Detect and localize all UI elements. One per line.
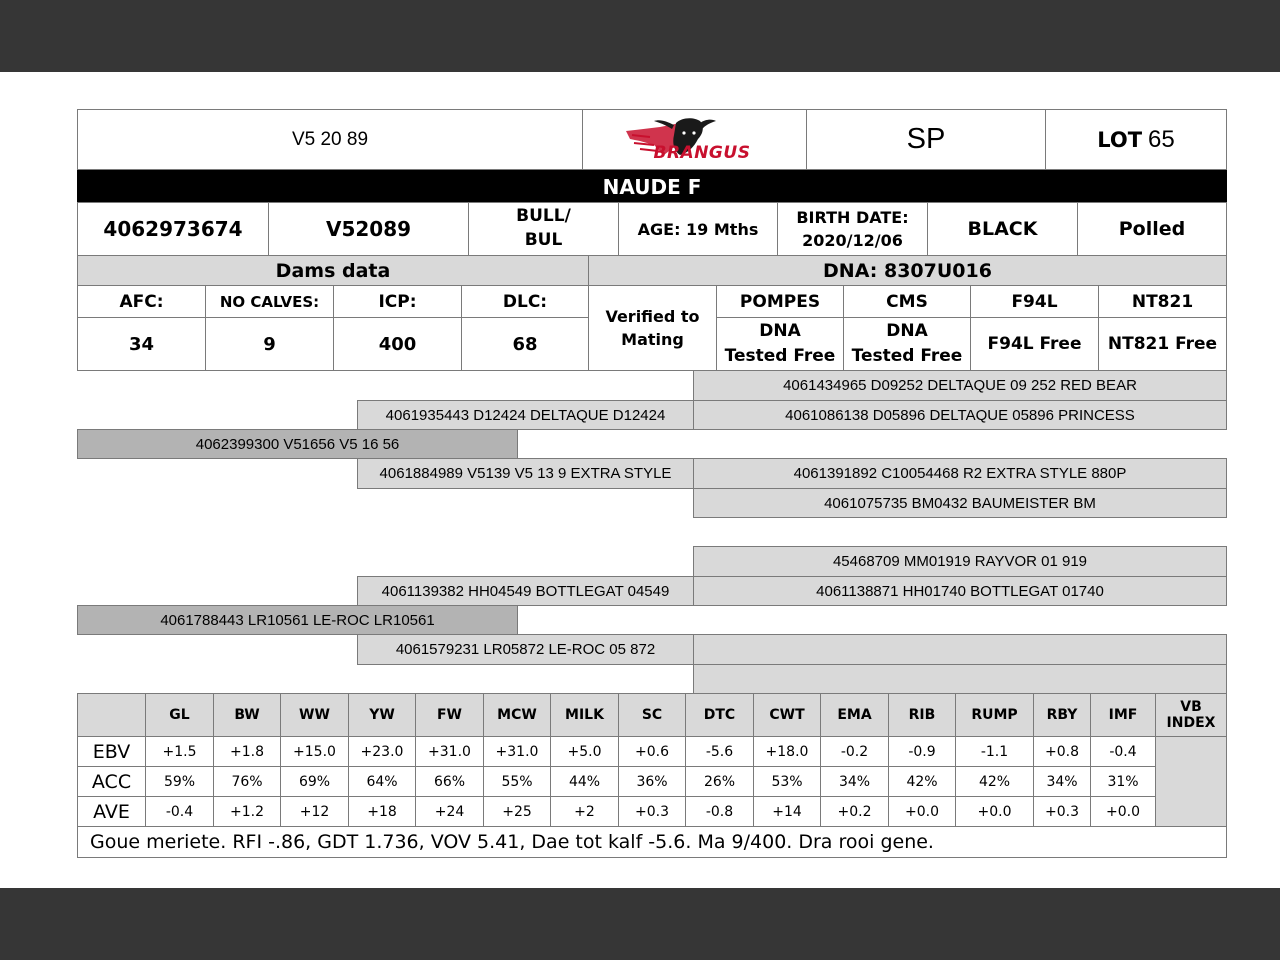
f94l-header <box>970 285 1099 318</box>
trait-header: CWT <box>754 694 821 737</box>
trait-header: FW <box>416 694 484 737</box>
afc-label: AFC: <box>119 291 164 312</box>
acc-cell: 34% <box>1034 767 1091 797</box>
lot-number: 65 <box>1148 125 1175 153</box>
pedigree-sire <box>77 429 518 459</box>
vb-index-value <box>1156 737 1227 827</box>
pedigree-dam <box>77 605 518 635</box>
ebv-cell: +18.0 <box>754 737 821 767</box>
f94l-result-cell <box>970 317 1099 371</box>
herd-id: V52089 <box>325 217 412 241</box>
nt821-result: NT821 Free <box>1107 334 1218 354</box>
acc-cell: 42% <box>956 767 1034 797</box>
herd-id-cell <box>268 202 469 256</box>
pedigree-sire-dam <box>357 458 694 489</box>
ave-cell: -0.8 <box>686 797 754 827</box>
row-label: AVE <box>78 797 146 827</box>
ebv-header-row <box>78 694 1227 737</box>
acc-cell: 76% <box>214 767 281 797</box>
pedigree-sire-sire-sire <box>693 370 1227 401</box>
ave-cell: +0.0 <box>889 797 956 827</box>
acc-cell: 69% <box>281 767 349 797</box>
trait-header: DTC <box>686 694 754 737</box>
reg-number: 4062973674 <box>103 217 243 241</box>
lot-label: LOT <box>1097 127 1143 152</box>
ave-cell: +1.2 <box>214 797 281 827</box>
pedigree-sire-dam-dam <box>693 488 1227 518</box>
acc-cell: 59% <box>146 767 214 797</box>
pedigree-sire-dam-sire <box>693 458 1227 489</box>
icp-header <box>333 285 462 318</box>
birth-date-cell <box>777 202 928 256</box>
ave-cell: +14 <box>754 797 821 827</box>
vb-index-line2: INDEX <box>1166 715 1216 731</box>
cms-result-line1: DNA <box>886 321 928 342</box>
afc-header <box>77 285 206 318</box>
acc-cell: 66% <box>416 767 484 797</box>
birth-date-value: 2020/12/06 <box>802 231 903 250</box>
verified-line2: Mating <box>621 330 684 349</box>
pompes-result-line1: DNA <box>759 321 801 342</box>
horn-text: Polled <box>1118 218 1186 240</box>
pedigree-text: 45468709 MM01919 RAYVOR 01 919 <box>832 553 1088 570</box>
ave-cell: +0.3 <box>619 797 686 827</box>
pedigree-text: 4061139382 HH04549 BOTTLEGAT 04549 <box>381 582 670 600</box>
trait-header: MCW <box>484 694 551 737</box>
f94l-label: F94L <box>1011 291 1058 312</box>
cms-header <box>843 285 971 318</box>
pedigree-dam-sire <box>357 576 694 606</box>
pompes-header <box>716 285 844 318</box>
acc-cell: 42% <box>889 767 956 797</box>
ave-cell: +0.0 <box>956 797 1034 827</box>
trait-header: GL <box>146 694 214 737</box>
brand-logo-cell <box>582 109 807 170</box>
pedigree-text: 4062399300 V51656 V5 16 56 <box>195 435 400 453</box>
dlc-header <box>461 285 589 318</box>
dams-data-text: Dams data <box>275 259 391 282</box>
pedigree-text: 4061788443 LR10561 LE-ROC LR10561 <box>160 611 435 629</box>
age-text: AGE: 19 Mths <box>637 219 759 239</box>
icp-value-cell <box>333 317 462 371</box>
sex-line1: BULL/ <box>516 206 571 227</box>
ave-cell: +24 <box>416 797 484 827</box>
lot-cell <box>1045 109 1227 170</box>
pompes-result-cell <box>716 317 844 371</box>
dams-data-title <box>77 255 589 286</box>
ebv-cell: +31.0 <box>416 737 484 767</box>
no-calves-header <box>205 285 334 318</box>
pedigree-dam-dam <box>357 634 694 665</box>
pedigree-sire-sire <box>357 400 694 430</box>
pedigree-dam-dam-dam <box>693 664 1227 694</box>
ebv-cell: +15.0 <box>281 737 349 767</box>
ave-cell: +0.0 <box>1091 797 1156 827</box>
trait-header: RUMP <box>956 694 1034 737</box>
ave-cell: +2 <box>551 797 619 827</box>
trait-header: MILK <box>551 694 619 737</box>
pompes-label: POMPES <box>739 291 821 312</box>
cms-result-line2: Tested Free <box>851 346 963 366</box>
nt821-label: NT821 <box>1131 291 1194 312</box>
colour-text: BLACK <box>967 218 1038 240</box>
icp-label: ICP: <box>378 291 417 312</box>
pedigree-text: 4061935443 D12424 DELTAQUE D12424 <box>385 406 666 424</box>
ebv-cell: -0.4 <box>1091 737 1156 767</box>
cms-result-cell <box>843 317 971 371</box>
ebv-cell: -0.9 <box>889 737 956 767</box>
trait-header: WW <box>281 694 349 737</box>
ebv-cell: +0.8 <box>1034 737 1091 767</box>
sex-line2: BUL <box>524 230 563 250</box>
f94l-result: F94L Free <box>987 334 1082 354</box>
trait-header: SC <box>619 694 686 737</box>
ave-cell: -0.4 <box>146 797 214 827</box>
ebv-row <box>78 737 1227 767</box>
ebv-cell: +31.0 <box>484 737 551 767</box>
ave-cell: +18 <box>349 797 416 827</box>
reg-number-cell <box>77 202 269 256</box>
ave-row <box>78 797 1227 827</box>
dna-title-text: DNA: 8307U016 <box>823 259 992 282</box>
ebv-cell: +0.6 <box>619 737 686 767</box>
nt821-result-cell <box>1098 317 1227 371</box>
pedigree-text: 4061579231 LR05872 LE-ROC 05 872 <box>395 641 656 658</box>
brand-text: BRANGUS <box>653 142 751 163</box>
trait-header: RBY <box>1034 694 1091 737</box>
pedigree-text: 4061075735 BM0432 BAUMEISTER BM <box>824 494 1096 512</box>
acc-row <box>78 767 1227 797</box>
acc-cell: 44% <box>551 767 619 797</box>
pedigree-dam-sire-sire <box>693 546 1227 577</box>
sex-cell <box>468 202 619 256</box>
ebv-cell: +23.0 <box>349 737 416 767</box>
tag-text: V5 20 89 <box>291 128 369 150</box>
dlc-value: 68 <box>512 333 538 355</box>
trait-header: EMA <box>821 694 889 737</box>
ebv-table <box>77 693 1227 827</box>
dna-title <box>588 255 1227 286</box>
acc-cell: 64% <box>349 767 416 797</box>
ave-cell: +0.3 <box>1034 797 1091 827</box>
trait-header: BW <box>214 694 281 737</box>
grade-cell <box>806 109 1046 170</box>
ebv-cell: +1.5 <box>146 737 214 767</box>
dlc-value-cell <box>461 317 589 371</box>
no-calves-value: 9 <box>263 333 276 355</box>
row-label: EBV <box>78 737 146 767</box>
pedigree-dam-sire-dam <box>693 576 1227 606</box>
acc-cell: 26% <box>686 767 754 797</box>
vb-index-header <box>1156 694 1227 737</box>
pedigree-text: 4061086138 D05896 DELTAQUE 05896 PRINCESS <box>785 406 1135 424</box>
ebv-cell: -1.1 <box>956 737 1034 767</box>
pedigree-text: 4061138871 HH01740 BOTTLEGAT 01740 <box>816 582 1104 600</box>
ave-cell: +12 <box>281 797 349 827</box>
no-calves-value-cell <box>205 317 334 371</box>
acc-cell: 53% <box>754 767 821 797</box>
top-frame-bar <box>0 0 1280 72</box>
ebv-cell: +1.8 <box>214 737 281 767</box>
icp-value: 400 <box>378 333 417 355</box>
afc-value-cell <box>77 317 206 371</box>
pompes-result-line2: Tested Free <box>724 346 836 366</box>
vb-index-line1: VB <box>1180 699 1202 715</box>
ebv-cell: -5.6 <box>686 737 754 767</box>
trait-header: YW <box>349 694 416 737</box>
trait-header: RIB <box>889 694 956 737</box>
grade-text: SP <box>906 123 946 155</box>
bottom-frame-bar <box>0 888 1280 960</box>
comment-box <box>77 826 1227 858</box>
ebv-cell: +5.0 <box>551 737 619 767</box>
no-calves-label: NO CALVES: <box>219 292 320 311</box>
acc-cell: 34% <box>821 767 889 797</box>
row-label: ACC <box>78 767 146 797</box>
pedigree-text: 4061884989 V5139 V5 13 9 EXTRA STYLE <box>379 465 672 482</box>
brangus-logo <box>620 115 770 165</box>
birth-date-label: BIRTH DATE: <box>796 207 909 227</box>
verified-line1: Verified to <box>605 306 700 326</box>
horn-cell <box>1077 202 1227 256</box>
breeder-bar <box>77 170 1227 203</box>
breeder-name: NAUDE F <box>602 174 702 199</box>
tag-cell <box>77 109 583 170</box>
comment-text: Goue meriete. RFI -.86, GDT 1.736, VOV 5.41, Dae tot kalf -5.6. Ma 9/400. Dra rooi gene. <box>90 831 934 853</box>
dlc-label: DLC: <box>502 291 548 312</box>
ebv-corner-cell <box>78 694 146 737</box>
age-cell <box>618 202 778 256</box>
ave-cell: +25 <box>484 797 551 827</box>
pedigree-text: 4061391892 C10054468 R2 EXTRA STYLE 880P <box>793 465 1127 482</box>
pedigree-dam-dam-sire <box>693 634 1227 665</box>
ave-cell: +0.2 <box>821 797 889 827</box>
afc-value: 34 <box>128 333 155 355</box>
pedigree-sire-sire-dam <box>693 400 1227 430</box>
acc-cell: 31% <box>1091 767 1156 797</box>
cms-label: CMS <box>886 291 928 312</box>
acc-cell: 36% <box>619 767 686 797</box>
trait-header: IMF <box>1091 694 1156 737</box>
acc-cell: 55% <box>484 767 551 797</box>
ebv-cell: -0.2 <box>821 737 889 767</box>
pedigree-text: 4061434965 D09252 DELTAQUE 09 252 RED BEAR <box>783 377 1137 394</box>
verified-cell <box>588 285 717 371</box>
colour-cell <box>927 202 1078 256</box>
nt821-header <box>1098 285 1227 318</box>
